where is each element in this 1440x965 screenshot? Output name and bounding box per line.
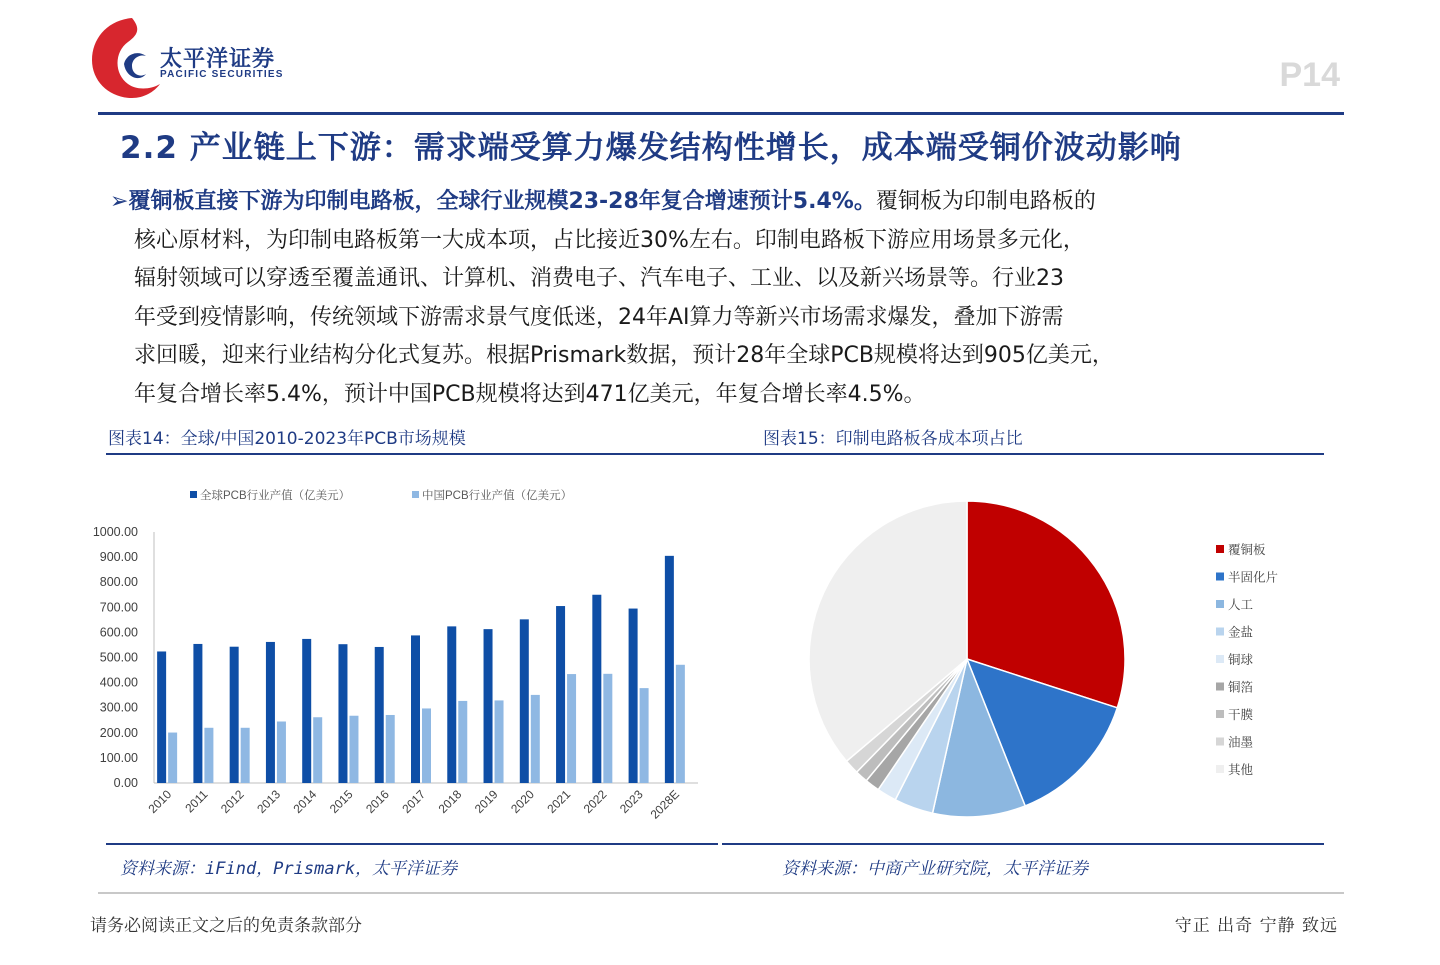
legend-swatch: [190, 491, 197, 498]
legend-swatch: [1216, 765, 1224, 773]
paragraph-line-3: 辐射领域可以穿透至覆盖通讯、计算机、消费电子、汽车电子、工业、以及新兴场景等。行业23: [134, 266, 1064, 291]
legend-swatch: [1216, 545, 1224, 553]
y-tick-label: 800.00: [99, 575, 138, 590]
legend-label: 铜球: [1228, 653, 1254, 667]
bar-china: [676, 665, 685, 783]
bar-global: [193, 644, 202, 783]
legend-label: 人工: [1228, 598, 1254, 612]
paragraph-line-2: 核心原材料，为印制电路板第一大成本项，占比接近30%左右。印制电路板下游应用场景多元化，: [134, 227, 1085, 253]
bar-china: [349, 716, 358, 783]
bar-china: [603, 674, 612, 783]
bar-global: [411, 635, 420, 783]
y-tick-label: 0.00: [113, 776, 138, 790]
y-tick-label: 500.00: [99, 650, 138, 665]
bar-global: [266, 642, 275, 783]
bar-china: [458, 701, 467, 783]
legend-swatch: [412, 491, 419, 498]
footer-rule: [98, 892, 1344, 894]
y-tick-label: 600.00: [99, 625, 138, 640]
figure-caption-rule: [106, 453, 1324, 455]
x-tick-label: 2020: [508, 787, 537, 817]
legend-label: 其他: [1228, 763, 1254, 777]
bar-global: [484, 629, 493, 783]
pie-slices: [809, 501, 1125, 817]
bar-global: [302, 639, 311, 783]
figure-14-source-rule: [106, 843, 718, 845]
legend-swatch: [1216, 573, 1224, 581]
pcb-cost-pie-chart: [790, 480, 1330, 830]
bar-global: [157, 651, 166, 783]
legend-label: 覆铜板: [1228, 543, 1266, 557]
figure-15-source: 资料来源：中商产业研究院，太平洋证券: [782, 859, 1088, 879]
legend-swatch: [1216, 710, 1224, 718]
x-tick-label: 2013: [254, 787, 284, 817]
legend-label: 半固化片: [1228, 570, 1279, 585]
bar-global: [447, 626, 456, 783]
y-tick-label: 300.00: [99, 700, 138, 715]
y-tick-label: 900.00: [99, 550, 138, 565]
legend-swatch: [1216, 683, 1224, 691]
legend-swatch: [1216, 628, 1224, 636]
bar-china: [495, 700, 504, 783]
x-tick-label: 2018: [435, 787, 465, 817]
bar-global: [592, 595, 601, 783]
pcb-market-bar-chart: [70, 470, 720, 840]
logo-mark-icon: [88, 14, 168, 100]
figure-14-caption: 图表14：全球/中国2010-2023年PCB市场规模: [108, 429, 466, 449]
bar-global: [629, 609, 638, 783]
x-tick-label: 2010: [145, 787, 175, 817]
x-tick-label: 2017: [399, 787, 429, 817]
paragraph-lead: 覆铜板直接下游为印制电路板，全球行业规模23-28年复合增速预计5.4%。: [128, 189, 876, 214]
legend-swatch: [1216, 655, 1224, 663]
x-tick-label: 2011: [182, 787, 211, 816]
pie-legend: [1216, 542, 1278, 777]
disclaimer-note: 请务必阅读正文之后的免责条款部分: [90, 916, 362, 936]
legend-label: 全球PCB行业产值（亿美元）: [200, 490, 351, 502]
bar-chart-legend: [190, 488, 572, 502]
paragraph-line-6: 年复合增长率5.4%，预计中国PCB规模将达到471亿美元，年复合增长率4.5%。: [134, 381, 926, 407]
y-tick-label: 700.00: [99, 600, 138, 615]
paragraph-line-1-rest: 覆铜板为印制电路板的: [875, 189, 1096, 214]
bar-global: [230, 647, 239, 783]
bar-china: [531, 695, 540, 783]
bars: [157, 556, 685, 783]
figure-15-source-rule: [722, 843, 1324, 845]
bar-china: [313, 717, 322, 783]
x-tick-label: 2012: [218, 787, 247, 817]
figure-15-caption: 图表15：印制电路板各成本项占比: [763, 429, 1023, 449]
bar-china: [204, 728, 213, 783]
paragraph-line-1: [110, 183, 1332, 222]
paragraph-line-5: 求回暖，迎来行业结构分化式复苏。根据Prismark数据，预计28年全球PCB规模将达到905亿美元，: [134, 343, 1114, 368]
summary-paragraph: [110, 183, 1332, 414]
company-motto: 守正 出奇 宁静 致远: [1174, 916, 1338, 936]
legend-label: 中国PCB行业产值（亿美元）: [422, 490, 573, 502]
bar-china: [241, 728, 250, 783]
paragraph-line-4: 年受到疫情影响，传统领域下游需求景气度低迷，24年AI算力等新兴市场需求爆发，叠加下游需: [134, 304, 1064, 330]
bullet-arrow-icon: ➢: [110, 189, 129, 214]
bar-global: [375, 647, 384, 783]
bar-china: [168, 733, 177, 783]
bar-global: [520, 619, 529, 783]
bar-china: [640, 688, 649, 783]
bar-china: [277, 722, 286, 783]
page-number: P14: [1279, 56, 1340, 94]
x-tick-label: 2023: [616, 787, 646, 817]
logo-text-en: PACIFIC SECURITIES: [160, 69, 284, 80]
legend-swatch: [1216, 738, 1224, 746]
figure-14-source: 资料来源：iFind，Prismark，太平洋证券: [120, 859, 458, 879]
x-tick-label: 2014: [290, 787, 320, 817]
legend-swatch: [1216, 600, 1224, 608]
x-tick-label: 2021: [544, 787, 574, 817]
bar-china: [386, 715, 395, 783]
bar-global: [665, 556, 674, 783]
bar-global: [338, 644, 347, 783]
header-rule: [98, 112, 1344, 115]
bar-global: [556, 606, 565, 783]
x-tick-label: 2015: [326, 787, 356, 817]
y-tick-label: 1000.00: [92, 525, 138, 539]
logo-text-cn: 太平洋证券: [160, 47, 276, 72]
x-tick-label: 2019: [471, 787, 501, 817]
legend-label: 油墨: [1228, 735, 1254, 750]
bar-china: [567, 674, 576, 783]
legend-label: 干膜: [1228, 708, 1254, 722]
legend-label: 铜箔: [1228, 680, 1254, 695]
x-tick-label: 2016: [363, 787, 392, 817]
x-axis: [145, 787, 682, 822]
y-tick-label: 400.00: [99, 675, 138, 690]
y-tick-label: 100.00: [99, 750, 138, 765]
y-tick-label: 200.00: [99, 725, 138, 740]
x-tick-label: 2028E: [647, 787, 682, 822]
section-title: 2.2 产业链上下游：需求端受算力爆发结构性增长，成本端受铜价波动影响: [120, 130, 1182, 166]
legend-label: 金盐: [1228, 625, 1254, 640]
x-tick-label: 2022: [580, 787, 610, 817]
bar-china: [422, 708, 431, 783]
